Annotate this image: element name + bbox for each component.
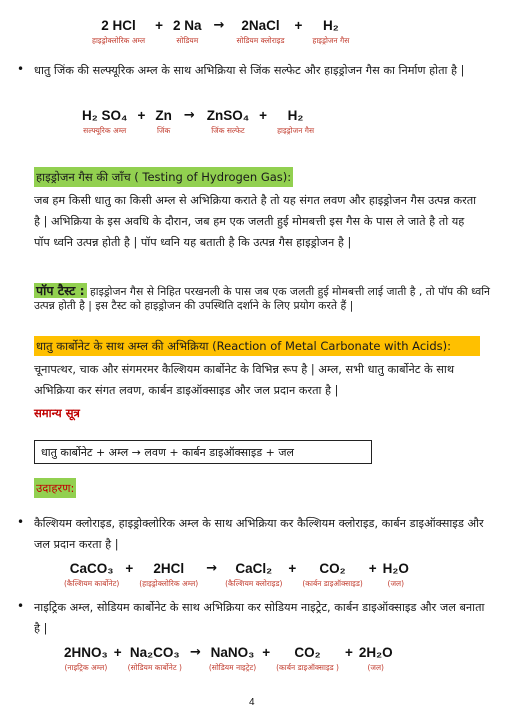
para-metal-carbonate: चूनापत्थर, चाक और संगमरमर कैल्शियम कार्बोनेट के विभिन्न रूप है | अम्ल, सभी धातु कार्बोनेट के साथ अभिक्रिया कर संगत लवण, कार्बन डाइऑक्साइड और जल प्रदान करता है | [34, 363, 455, 397]
bullet-marker: • [17, 515, 25, 529]
term: Zn जिंक [155, 108, 172, 135]
equation-calcium-carbonate: CaCO₃ (कैल्शियम कार्बोनेट) + 2HCl (हाइड्रोक्लोरिक अम्ल) → CaCl₂ (कैल्शियम क्लोराइड) + CO₂ (कार्बन डाइऑक्साइड) + H₂O (जल) [64, 561, 409, 588]
term: Na₂CO₃ (सोडियम कार्बोनेट ) [127, 645, 182, 672]
pop-test-text: हाइड्रोजन गैस से निहित परखनली के पास जब एक जलती हुई मोमबत्ती लाई जाती है , तो पॉप की ध्वनि उत्पन्न होती है | इस टैस्ट को हाइड्रोजन की उपस्थिति दर्शाने के लिए प्रयोग करते हैं | [34, 285, 490, 312]
term: H₂ SO₄ सल्फ्यूरिक अम्ल [82, 108, 128, 135]
term: CaCl₂ (कैल्शियम क्लोराइड) [225, 561, 283, 588]
term: 2 Na सोडियम [173, 18, 202, 45]
page-number: 4 [249, 697, 255, 708]
bullet-marker: • [17, 599, 25, 613]
term: NaNO₃ (सोडियम नाइट्रेट) [208, 645, 257, 672]
term: ZnSO₄ जिंक सल्फेट [206, 108, 250, 135]
term: 2HNO₃ (नाइट्रिक अम्ल) [64, 645, 108, 672]
equation-nitric-sodium-carbonate: 2HNO₃ (नाइट्रिक अम्ल) + Na₂CO₃ (सोडियम कार्बोनेट ) → NaNO₃ (सोडियम नाइट्रेट) + CO₂ (कार्बन डाइऑक्साइड ) + 2H₂O (जल) [64, 645, 393, 672]
term: 2HCl (हाइड्रोक्लोरिक अम्ल) [139, 561, 199, 588]
bullet-zinc-text: धातु जिंक की सल्फ्यूरिक अम्ल के साथ अभिक्रिया से जिंक सल्फेट और हाइड्रोजन गैस का निर्माण होता है | [34, 64, 465, 77]
bullet-marker: • [17, 62, 25, 76]
example-heading: उदाहरण: [34, 478, 76, 498]
term: 2 HCl हाइड्रोक्लोरिक अम्ल [92, 18, 146, 45]
equation-hcl-sodium: 2 HCl हाइड्रोक्लोरिक अम्ल + 2 Na सोडियम → 2NaCl सोडियम क्लोराइड + H₂ हाइड्रोजन गैस [92, 18, 350, 45]
general-formula-box: धातु कार्बोनेट + अम्ल → लवण + कार्बन डाइऑक्साइड + जल [34, 440, 372, 464]
bullet-calcium-text: कैल्शियम क्लोराइड, हाइड्रोक्लोरिक अम्ल के साथ अभिक्रिया कर कैल्शियम क्लोराइड, कार्बन डाइऑक्साइड और जल प्रदान करता है | [34, 517, 484, 551]
para-hydrogen-test: जब हम किसी धातु का किसी अम्ल से अभिक्रिया कराते है तो यह संगत लवण और हाइड्रोजन गैस उत्पन्न करता है | अभिक्रिया के इस अवधि के दौरान, जब हम एक जलती हुई मोमबत्ती इस गैस के पास ले जाते है तो यह पॉप ध्वनि उत्पन्न होती है | पॉप ध्वनि यह बताती है कि उत्पन्न गैस हाइड्रोजन है | [34, 194, 477, 249]
pop-test-block [34, 284, 490, 313]
heading-hydrogen-test: हाइड्रोजन गैस की जाँच ( Testing of Hydrogen Gas): [34, 167, 293, 187]
term: CO₂ (कार्बन डाइऑक्साइड ) [276, 645, 339, 672]
term: 2NaCl सोडियम क्लोराइड [236, 18, 285, 45]
term: 2H₂O (जल) [358, 645, 393, 672]
term: H₂ हाइड्रोजन गैस [277, 108, 315, 135]
term: CO₂ (कार्बन डाइऑक्साइड) [302, 561, 363, 588]
term: H₂O (जल) [382, 561, 409, 588]
bullet-nitric-text: नाइट्रिक अम्ल, सोडियम कार्बोनेट के साथ अभिक्रिया कर सोडियम नाइट्रेट, कार्बन डाइऑक्साइड और जल बनाता है | [34, 601, 485, 635]
heading-metal-carbonate: धातु कार्बोनेट के साथ अम्ल की अभिक्रिया (Reaction of Metal Carbonate with Acids): [34, 336, 480, 356]
general-formula-heading: समान्य सूत्र [34, 406, 80, 420]
term: CaCO₃ (कैल्शियम कार्बोनेट) [64, 561, 120, 588]
pop-test-label: पॉप टैस्ट : [36, 283, 85, 298]
term: H₂ हाइड्रोजन गैस [312, 18, 350, 45]
equation-zinc-sulphuric: H₂ SO₄ सल्फ्यूरिक अम्ल + Zn जिंक → ZnSO₄ जिंक सल्फेट + H₂ हाइड्रोजन गैस [82, 108, 315, 135]
